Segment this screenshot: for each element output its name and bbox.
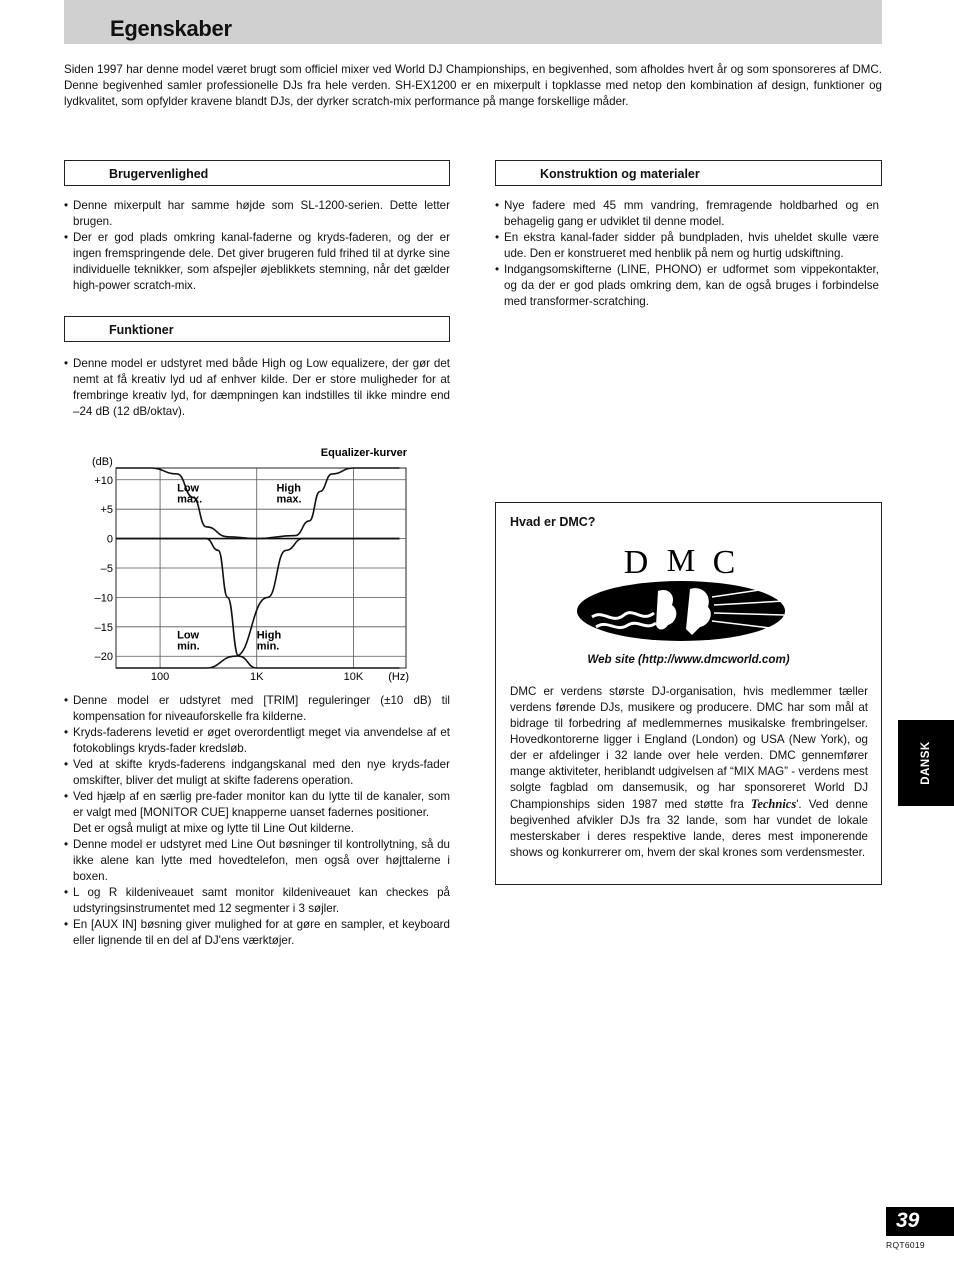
dmc-description: DMC er verdens største DJ-organisation, hvis medlemmer tæller verdens førende DJs, musikere og producere. DMC har som mål at bidrage til forbedring af medlemmernes musikalske frembringelser. Hovedkontorerne ligger i England (London) og USA (New York), og der er afdelinger i 32 lande over hele verden. DMC gennemfører mange aktiviteter, heriblandt udgivelsen af “MIX MAG” - verdens mest solgte fagblad om dansemusik, og har sponsoreret World DJ Championships siden 1987 med støtte fra Technics'. Ved denne begivenhed afvikler DJs fra 32 lande, som har vundet de lokale mesterskaber i deres respektive lande, deres mest imponerende shows og konkurrerer om, hvem der skal krones som verdensmester. bbox=[510, 685, 868, 859]
list-item: • Denne model er udstyret med Line Out bøsninger til kontrollytning, så du ikke alene kan lytte med hovedtelefon, men også over højttalerne i boxen. bbox=[64, 838, 450, 883]
dmc-logo-letter: C bbox=[712, 544, 736, 581]
list-item: • En ekstra kanal-fader sidder på bundpladen, hvis uheldet skulle være ude. Den er konstrueret med henblik på nem og hurtig udskiftning. bbox=[495, 231, 879, 260]
x-axis-label: (Hz) bbox=[388, 671, 409, 683]
y-tick-label: +10 bbox=[94, 474, 113, 487]
section-header-funktioner bbox=[64, 316, 450, 342]
language-tab bbox=[898, 720, 954, 806]
equalizer-chart bbox=[88, 440, 428, 688]
section-title-brugervenlighed: Brugervenlighed bbox=[109, 167, 209, 181]
y-tick-label: –5 bbox=[100, 563, 113, 575]
list-item: • Indgangsomskifterne (LINE, PHONO) er udformet som vippekontakter, og da der er god plads omkring dem, kan de også bruges i forbindelse med transformer-scratching. bbox=[495, 263, 879, 308]
brugervenlighed-list bbox=[64, 198, 450, 294]
page-number: 39 bbox=[896, 1209, 920, 1232]
curve-label: Low max. bbox=[177, 482, 203, 506]
curve-label: High max. bbox=[276, 482, 302, 506]
dmc-info-box bbox=[495, 502, 882, 885]
y-tick-label: –15 bbox=[94, 621, 113, 634]
list-item: • Denne model er udstyret med både High og Low equalizere, der gør det nemt at få kreativ lyd ud af enhver kilde. Der er store muligheder for at frembringe kreativ lyd, for dæmpningen kan indstilles til ikke mindre end –24 dB (12 dB/oktav). bbox=[64, 357, 450, 418]
page-title: Egenskaber bbox=[110, 16, 232, 41]
y-axis-label: (dB) bbox=[92, 456, 113, 468]
dmc-logo bbox=[572, 539, 790, 651]
konstruktion-list bbox=[495, 198, 879, 310]
funktioner-list-top bbox=[64, 356, 450, 420]
list-item: • En [AUX IN] bøsning giver mulighed for at gøre en sampler, et keyboard eller lignende til en del af DJ'ens værktøjer. bbox=[64, 918, 450, 947]
eq-curve-2 bbox=[116, 468, 400, 539]
list-item: • Ved at skifte kryds-faderens indgangskanal med den nye kryds-fader omskifter, bliver det muligt at skifte faderens operation. bbox=[64, 758, 450, 787]
curve-label: High min. bbox=[256, 629, 282, 653]
chart-title: Equalizer-kurver bbox=[320, 447, 407, 459]
list-item: • L og R kildeniveauet samt monitor kildeniveauet kan checkes på udstyringsinstrumentet med 12 segmenter i 3 søjler. bbox=[64, 886, 450, 915]
eq-curve-0 bbox=[116, 468, 400, 539]
dmc-website: Web site (http://www.dmcworld.com) bbox=[587, 653, 790, 666]
list-item: • Denne model er udstyret med [TRIM] reguleringer (±10 dB) til kompensation for niveauforskelle fra kilderne. bbox=[64, 694, 450, 723]
document-code: RQT6019 bbox=[886, 1240, 925, 1250]
y-tick-label: –10 bbox=[94, 592, 113, 605]
section-title-konstruktion: Konstruktion og materialer bbox=[540, 167, 700, 181]
x-tick-label: 100 bbox=[150, 671, 170, 683]
y-tick-label: 0 bbox=[106, 533, 113, 546]
list-item: • Kryds-faderens levetid er øget overordentligt meget via anvendelse af et fotokoblings kryds-fader kredsløb. bbox=[64, 726, 450, 755]
section-title-funktioner: Funktioner bbox=[109, 323, 174, 337]
list-item: • Der er god plads omkring kanal-faderne og kryds-faderen, og der er ingen fremspringende dele. Det giver brugeren fuld frihed til at dyrke sine individuelle teknikker, som afspejler øjeblikkets stemning, når det gælder high-power scratch-mix. bbox=[64, 231, 450, 292]
dmc-heading: Hvad er DMC? bbox=[510, 515, 596, 529]
y-tick-label: –20 bbox=[94, 651, 113, 664]
intro-paragraph: Siden 1997 har denne model været brugt som officiel mixer ved World DJ Championships, en begivenhed, som afholdes hvert år og som sponsoreres af DMC. Denne begivenhed samler professionelle DJs fra hele verden. SH-EX1200 er en mixerpult i topklasse med netop den kombination af design, funktioner og lydkvalitet, som opfylder kravene blandt DJs, der dyrker scratch-mix performance på mange forskellige måder. bbox=[64, 63, 882, 108]
monitor-note: Det er også muligt at mixe og lytte til Line Out kilderne. bbox=[73, 822, 354, 835]
list-item: • Denne mixerpult har samme højde som SL-1200-serien. Dette letter brugen. bbox=[64, 199, 450, 228]
x-tick-label: 10K bbox=[343, 671, 364, 683]
dmc-logo-letter: M bbox=[666, 542, 696, 578]
section-header-konstruktion bbox=[495, 160, 882, 186]
y-tick-label: +5 bbox=[100, 504, 113, 517]
language-tab-label: DANSK bbox=[920, 741, 932, 785]
dmc-logo-letter: D bbox=[623, 544, 649, 581]
funktioner-list-bottom bbox=[64, 693, 450, 949]
tick-labels bbox=[94, 475, 364, 683]
x-tick-label: 1K bbox=[250, 671, 264, 683]
page-number-box bbox=[886, 1207, 954, 1236]
list-item: • Nye fadere med 45 mm vandring, fremragende holdbarhed og en behagelig gang er udviklet til denne model. bbox=[495, 199, 879, 228]
dmc-logo-ellipse bbox=[577, 581, 785, 641]
list-item: • Ved hjælp af en særlig pre-fader monitor kan du lytte til de kanaler, som er valgt med [MONITOR CUE] knapperne uanset fadernes positioner. bbox=[64, 790, 450, 819]
section-header-brugervenlighed bbox=[64, 160, 450, 186]
curve-label: Low min. bbox=[177, 629, 200, 653]
technics-brand: Technics bbox=[750, 797, 797, 811]
